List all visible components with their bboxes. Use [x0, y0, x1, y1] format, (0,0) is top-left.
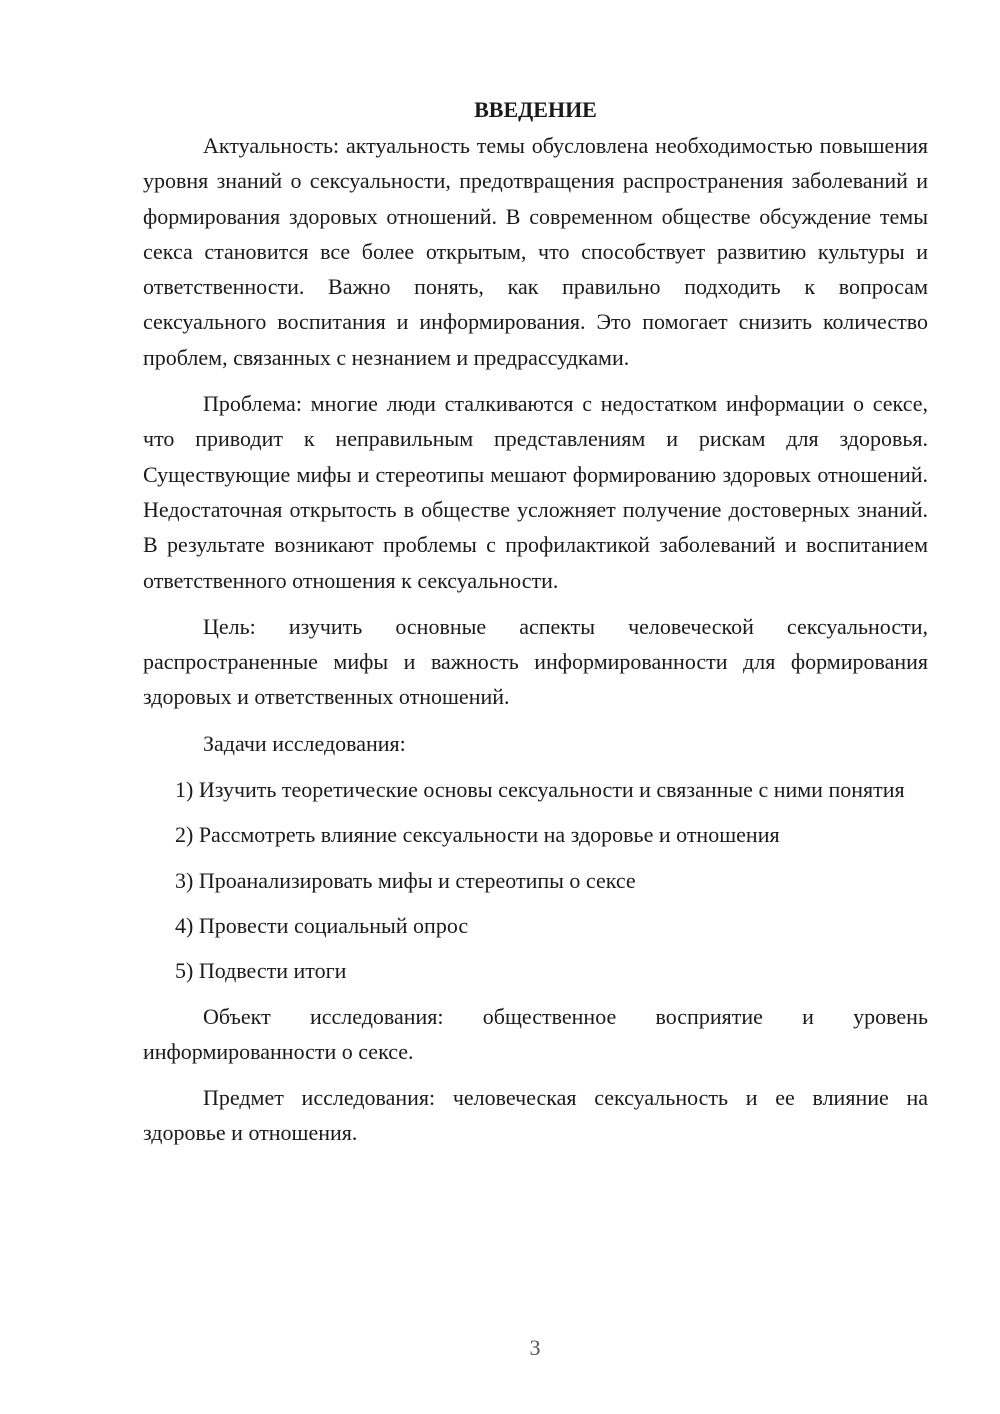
- tasks-title: Задачи исследования:: [203, 730, 406, 756]
- task-item: 1) Изучить теоретические основы сексуальности и связанные с ними понятия: [175, 777, 905, 803]
- task-item: 4) Провести социальный опрос: [175, 912, 469, 938]
- task-item: 2) Рассмотреть влияние сексуальности на здоровье и отношения: [175, 822, 780, 848]
- page-number: 3: [529, 1335, 541, 1360]
- problem-paragraph: Проблема: многие люди сталкиваются с недостатком информации о сексе, что приводит к неправильным представлениям и рискам для здоровья. Существующие мифы и стереотипы мешают формированию здоровых отношений. Недостаточная открытость в обществе усложняет получение достоверных знаний. В результате возникают проблемы с профилактикой заболеваний и воспитанием ответственного отношения к сексуальности.: [143, 391, 928, 593]
- task-item: 5) Подвести итоги: [175, 958, 347, 984]
- object-paragraph: Объект исследования: общественное восприятие и уровень информированности о сексе.: [143, 1003, 928, 1064]
- section-heading: ВВЕДЕНИЕ: [474, 97, 597, 122]
- task-item: 3) Проанализировать мифы и стереотипы о сексе: [175, 867, 636, 893]
- goal-paragraph: Цель: изучить основные аспекты человеческой сексуальности, распространенные мифы и важность информированности для формирования здоровых и ответственных отношений.: [143, 613, 928, 710]
- document-page: [143, 92, 928, 1162]
- relevance-paragraph: Актуальность: актуальность темы обусловлена необходимостью повышения уровня знаний о сексуальности, предотвращения распространения заболеваний и формирования здоровых отношений. В современном обществе обсуждение темы секса становится все более открытым, что способствует развитию культуры и ответственности. Важно понять, как правильно подходить к вопросам сексуального воспитания и информирования. Это помогает снизить количество проблем, связанных с незнанием и предрассудками.: [143, 133, 928, 370]
- subject-paragraph: Предмет исследования: человеческая сексуальность и ее влияние на здоровье и отношения.: [143, 1085, 928, 1146]
